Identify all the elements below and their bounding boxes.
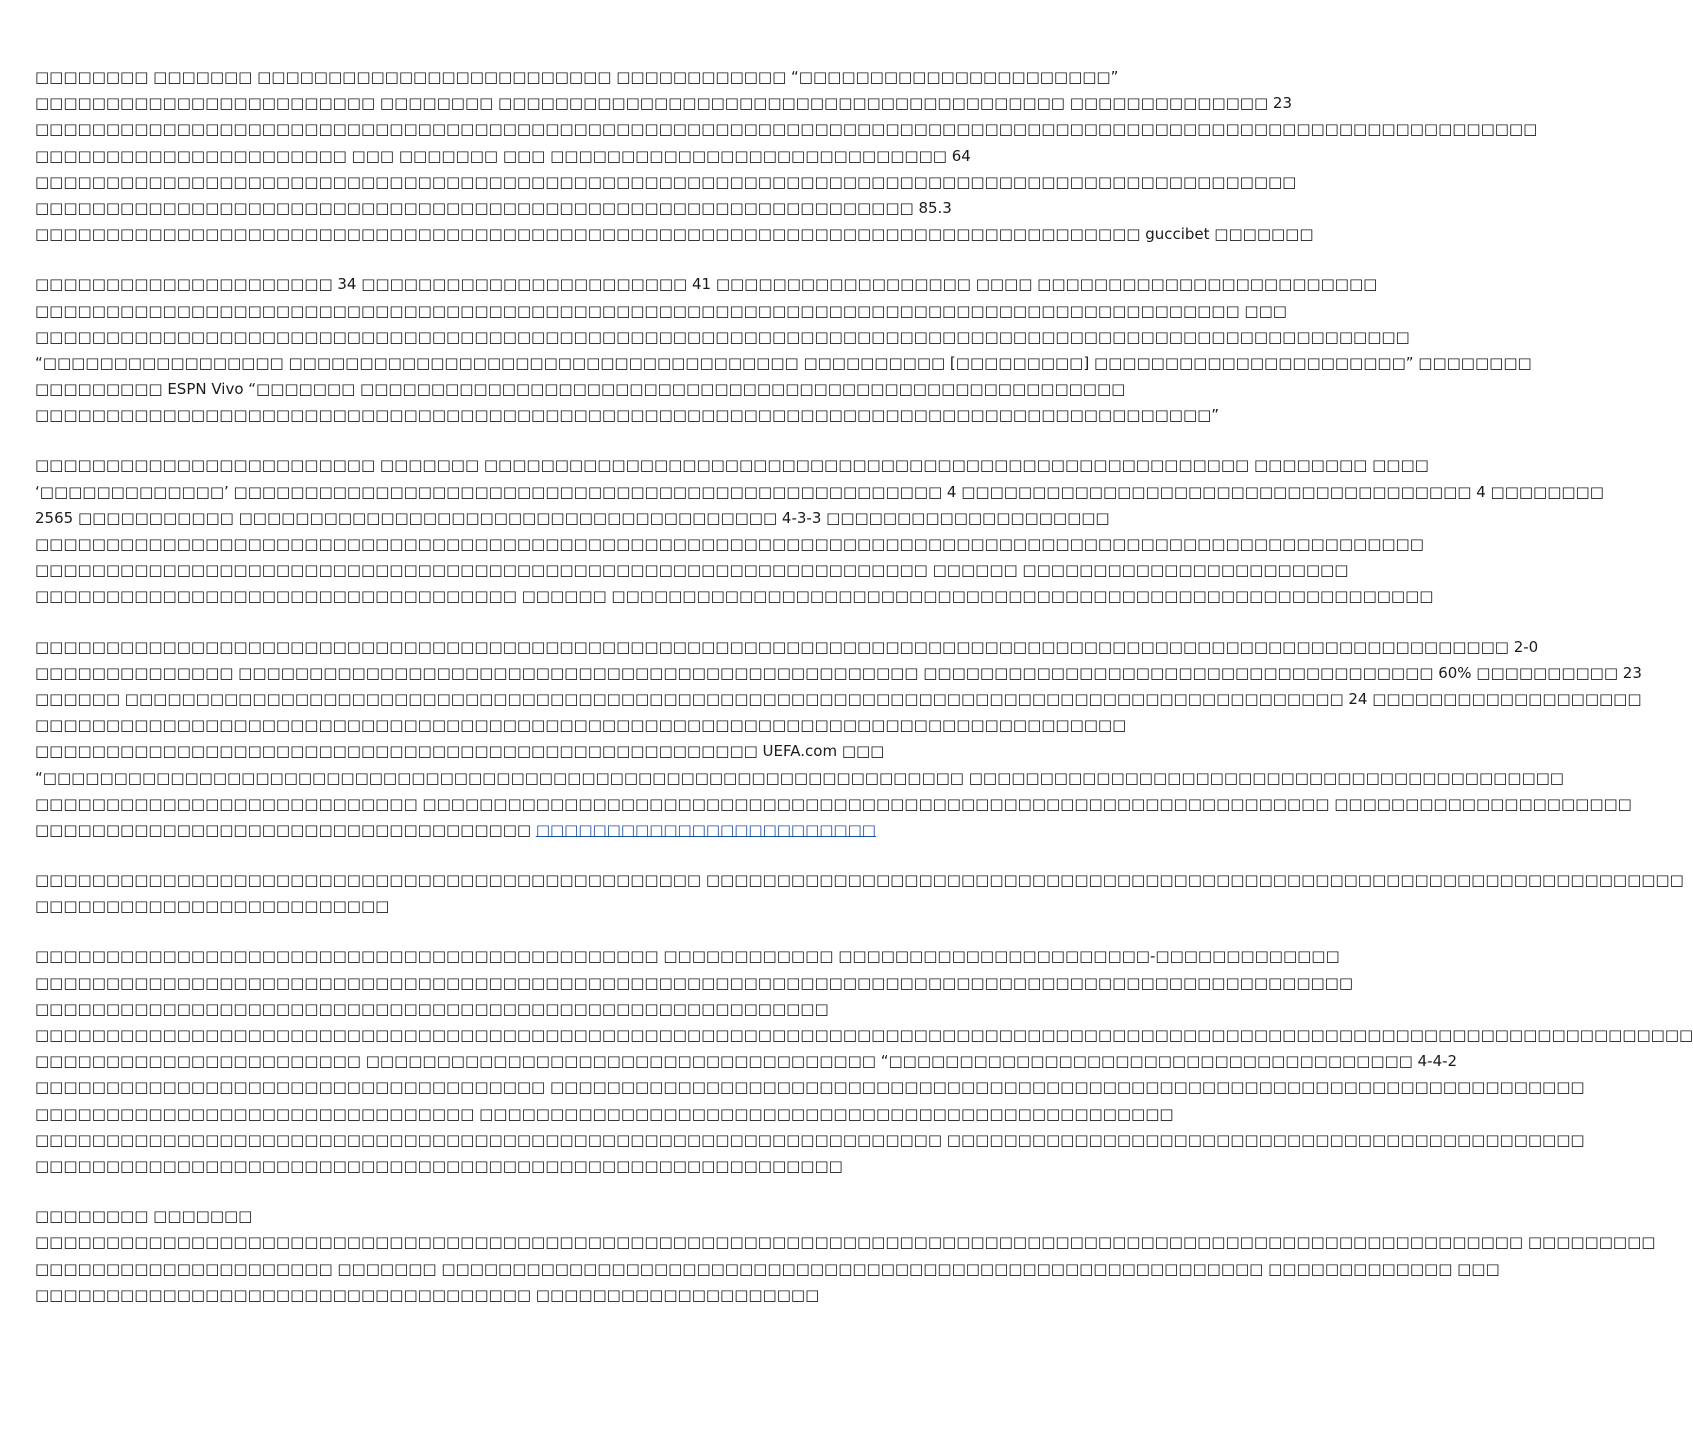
paragraph-3 (35, 452, 1604, 609)
text-line: □□□□□□ □□□□□□□□□□□□□□□□□□□□□□□□□□□□□□□□□□□□□□□□□□□□□□□□□□□□□□□□□□□□□□□□□□□□□□□□□□□□□□□□□□□□□□ 24 □□□□□□□□□□□□□□□□□□□ (35, 689, 1642, 708)
text-line: □□□□□□□□□□□□□□□□□□□□□□□□□□□□□□□□□□□□□□□□□□□□□□□□□□□□□□□□□□□□□□□□□□□□□□□□□□□□□□□□□□□□□□□□□ (35, 172, 1297, 191)
text-line: □□□□□□□□□□□□□□□□□□□□□□□□□□□□□□□□□□□□□□□□□□□□□□□□□□□□□□□□□□□□□□□□□□□□□□□□□□□□□□ guccibet □□□□□□□ (35, 225, 1314, 244)
text-line: □□□□□□□□□□□□□□□□□□□□□□□□□ (35, 897, 390, 916)
text-line: □□□□□□□□□□□□□□□□□□□□□□□□□□□□□□□□□□□□□□□□□□□□□□□ □□□□□□□□□□□□□□□□□□□□□□□□□□□□□□□□□□□□□□□□□□□□□□□□□□□□□□□□□□□□□□□□□□□□□ (35, 871, 1684, 890)
text-line: □□□□□□□□□□□□□□□□□□□□□□□□□□□ □□□□□□□□□□□□□□□□□□□□□□□□□□□□□□□□□□□□□□□□□□□□□□□□□□□□□□□□□□□□□□□□ □□□□□□□□□□□□□□□□□□□□□ (35, 794, 1632, 813)
text-line: □□□□□□□□ □□□□□□□ □□□□□□□□□□□□□□□□□□□□□□□□□ □□□□□□□□□□□□ “□□□□□□□□□□□□□□□□□□□□□□” (35, 68, 1119, 86)
text-line: “□□□□□□□□□□□□□□□□□□□□□□□□□□□□□□□□□□□□□□□□□□□□□□□□□□□□□□□□□□□□□□□□□ □□□□□□□□□□□□□□□□□□□□□□□□□□□□□□□□□□□□□□□□□□ (35, 768, 1564, 787)
text-line: □□□□□□□□□□□□□□□□□□□□□□□□ □□□□□□□□ □□□□□□□□□□□□□□□□□□□□□□□□□□□□□□□□□□□□□□□□ □□□□□□□□□□□□□□ 23 (35, 94, 1292, 113)
text-line: ‘□□□□□□□□□□□□□’ □□□□□□□□□□□□□□□□□□□□□□□□□□□□□□□□□□□□□□□□□□□□□□□□□□ 4 □□□□□□□□□□□□□□□□□□□□□□□□□□□□□□□□□□□□ 4 □□□□□□□□ (35, 482, 1604, 501)
paragraph-4 (35, 634, 1642, 844)
text-line: □□□□□□□□□□□□□□□□□□□□□□□□□□□□□□□□□□□□□□□□□□□□□□□□□□□□□□□□□□□□□□□□□□□□□□□□□□□□□□□□□□□□□□□□□□□□□□□□□□□□□□□□□□□□□□□□□□□□□ (35, 1026, 1693, 1044)
text-line: □□□□□□□□□□□□□□□□□□□□□□□□□□□□□□□□□□ □□□□□□ □□□□□□□□□□□□□□□□□□□□□□□□□□□□□□□□□□□□□□□□□□□□□□□□□□□□□□□□□□ (35, 587, 1434, 606)
text-line: □□□□□□□□□□□□□□□□□□□□□ □□□□□□□ □□□□□□□□□□□□□□□□□□□□□□□□□□□□□□□□□□□□□□□□□□□□□□□□□□□□□□□□□□ □□□□□□□□□□□□□ □□□ (35, 1259, 1500, 1278)
text-line: □□□□□□□□□□□□□□□□□□□□□□□□□□□□□□□□□□□□□□□□□□□□ □□□□□□□□□□□□ □□□□□□□□□□□□□□□□□□□□□□-□□□□□□□□□□□□□ (35, 947, 1340, 966)
text-line: □□□□□□□□□ ESPN Vivo “□□□□□□□ □□□□□□□□□□□□□□□□□□□□□□□□□□□□□□□□□□□□□□□□□□□□□□□□□□□□□□ (35, 380, 1126, 399)
paragraph-1 (35, 64, 1538, 247)
text-line: □□□□□□□□□□□□□□□□□□□□□□□□□□□□□□□□□□□□□□□□□□□□□□□□□□□□□□□□□□□□□□□□□□□□□□□□□□□□□ (35, 716, 1127, 735)
text-line: □□□□□□□□□□□□□□□□□□□□□□□□□□□□□□□□□□□□□□□□□□□□□□□□□□□□□□□□□□□□□□□□□□□□□□□□□□□□□□□□□□□□□ □□□ (35, 301, 1287, 320)
text-line: □□□□□□□□□□□□□□□□□□□□□□□□□□□□□□□□□□□□□□□□□□□□□□□□□□□□□□□□ (35, 999, 829, 1018)
text-line: □□□□□□□□□□□□□□□□□□□□□□□□□□□□□□□□□□□□□□□□□□□□□□□□□□□□□□□□□□□□□□□□□□□□□□□□□□□□□□□□□□□□□□□□□□□□□□□□□□□□□□□□□ □□□□□□□□□ (35, 1233, 1656, 1252)
text-line: □□□□□□□□□□□□□□□□□□□□□□□□□□□□□□□□□□□□□□□□□□□□□□□□□□□□□□□□□ (35, 1156, 843, 1175)
text-line: □□□□□□□□□□□□□□□□□□□□□□ □□□ □□□□□□□ □□□ □□□□□□□□□□□□□□□□□□□□□□□□□□□□ 64 (35, 146, 971, 165)
text-line: □□□□□□□□□□□□□□□□□□□□□□□□ □□□□□□□ □□□□□□□□□□□□□□□□□□□□□□□□□□□□□□□□□□□□□□□□□□□□□□□□□□□□□□ □□□□□□□□ □□□□ (35, 456, 1429, 475)
paragraph-2 (35, 271, 1532, 428)
article-link[interactable]: □□□□□□□□□□□□□□□□□□□□□□□□ (535, 820, 876, 839)
text-line: □□□□□□□□□□□□□□□□□□□□□□□ □□□□□□□□□□□□□□□□□□□□□□□□□□□□□□□□□□□□ “□□□□□□□□□□□□□□□□□□□□□□□□□□□□□□□□□□□□□ 4-4-2 (35, 1052, 1458, 1071)
text-line: □□□□□□□□□□□□□□□□□□□□□□□□□□□□□□□□□□□□□□□□□□□□□□□□□□□□□□□□□□□□□□ 85.3 (35, 198, 952, 217)
text-line: □□□□□□□□□□□□□□□□□□□□□ 34 □□□□□□□□□□□□□□□□□□□□□□□ 41 □□□□□□□□□□□□□□□□□□ □□□□ □□□□□□□□□□□□□□□□□□□□□□□□ (35, 275, 1378, 294)
text-line: □□□□□□□□□□□□□□□□□□□□□□□□□□□□□□□□□□□□ □□□□□□□□□□□□□□□□□□□□□□□□□□□□□□□□□□□□□□□□□□□□□□□□□□□□□□□□□□□□□□□□□□□□□□□□□ (35, 1078, 1585, 1097)
text-line: □□□□□□□□□□□□□□□□□□□□□□□□□□□□□□□□□□□□□□□□□□□□□□□□□□□□□□□□□□□□□□□□ □□□□□□□□□□□□□□□□□□□□□□□□□□□□□□□□□□□□□□□□□□□□□ (35, 1130, 1585, 1149)
text-line: □□□□□□□□□□□□□□□□□□□□□□□□□□□□□□□□□□□□□□□□□□□□□□□□□□□□□□□□□□□□□□□ □□□□□□ □□□□□□□□□□□□□□□□□□□□□□□ (35, 561, 1349, 580)
text-line: □□□□□□□□□□□□□□□□□□□□□□□□□□□□□□□□□□□□□□□□□□□□□□□□□□□□□□□□□□□□□□□□□□□□□□□□□□□□□□□□□□□□□□□□□□□□□ (35, 973, 1354, 992)
text-line: □□□□□□□□ □□□□□□□ (35, 1207, 253, 1226)
text-line-with-link (35, 817, 994, 843)
paragraph-5 (35, 867, 1684, 919)
text-line: □□□□□□□□□□□□□□□□□□□□□□□□□□□□□□□□□□□□□□□□□□□□□□□□□□□□□□□□□□□□□□□□□□□□□□□□□□□□□□□□□□□□□□□□□□□□□□□□□□□□□□□□ 2-0 (35, 637, 1539, 656)
text-line: □□□□□□□□□□□□□□□□□□□□□□□□□□□□□□□□□□□ □□□□□□□□□□□□□□□□□□□□ (35, 1285, 820, 1304)
text-line: □□□□□□□□□□□□□□□□□□□□□□□□□□□□□□□□□□□□□□□□□□□□□□□□□□□□□□□□□□□□□□□□□□□□□□□□□□□□□□□□□□□□□□□□□□□□□□□□□□□□□□□□□□ (35, 120, 1538, 139)
text-line: □□□□□□□□□□□□□□□□□□□□□□□□□□□□□□□□□□□□□□□□□□□□□□□□□□□□□□□□□□□□□□□□□□□□□□□□□□□□□□□□□□□□□□□□□□□□□□□□□□ (35, 535, 1424, 553)
text-line: □□□□□□□□□□□□□□□□□□□□□□□□□□□□□□□□□□□□□□□□□□□□□□□□□□□□□□□□□□□□□□□□□□□□□□□□□□□□□□□□□□□□□□□□□□□□□□□□□ (35, 327, 1410, 346)
text-line: □□□□□□□□□□□□□□□□□□□□□□□□□□□□□□□□□□□□□□□□□□□□□□□□□□□ UEFA.com □□□ (35, 742, 885, 761)
text-line: □□□□□□□□□□□□□□□□□□□□□□□□□□□□□□□ □□□□□□□□□□□□□□□□□□□□□□□□□□□□□□□□□□□□□□□□□□□□□□□□□ (35, 1104, 1174, 1123)
text-line: □□□□□□□□□□□□□□□□□□□□□□□□□□□□□□□□□□□ (35, 820, 536, 839)
paragraph-6 (35, 943, 1693, 1179)
text-line: □□□□□□□□□□□□□□ □□□□□□□□□□□□□□□□□□□□□□□□□□□□□□□□□□□□□□□□□□□□□□□□ □□□□□□□□□□□□□□□□□□□□□□□□□□□□□□□□□□□□ 60% □□□□□□□□□□ 23 (35, 663, 1642, 682)
text-line: “□□□□□□□□□□□□□□□□□ □□□□□□□□□□□□□□□□□□□□□□□□□□□□□□□□□□□□ □□□□□□□□□□ [□□□□□□□□□] □□□□□□□□□□□□□□□□□□□□□□” □□□□□□□□ (35, 353, 1532, 372)
paragraph-7 (35, 1203, 1656, 1308)
text-line: 2565 □□□□□□□□□□□ □□□□□□□□□□□□□□□□□□□□□□□□□□□□□□□□□□□□□□ 4-3-3 □□□□□□□□□□□□□□□□□□□□ (35, 508, 1110, 527)
text-line: □□□□□□□□□□□□□□□□□□□□□□□□□□□□□□□□□□□□□□□□□□□□□□□□□□□□□□□□□□□□□□□□□□□□□□□□□□□□□□□□□□□” (35, 406, 1220, 425)
